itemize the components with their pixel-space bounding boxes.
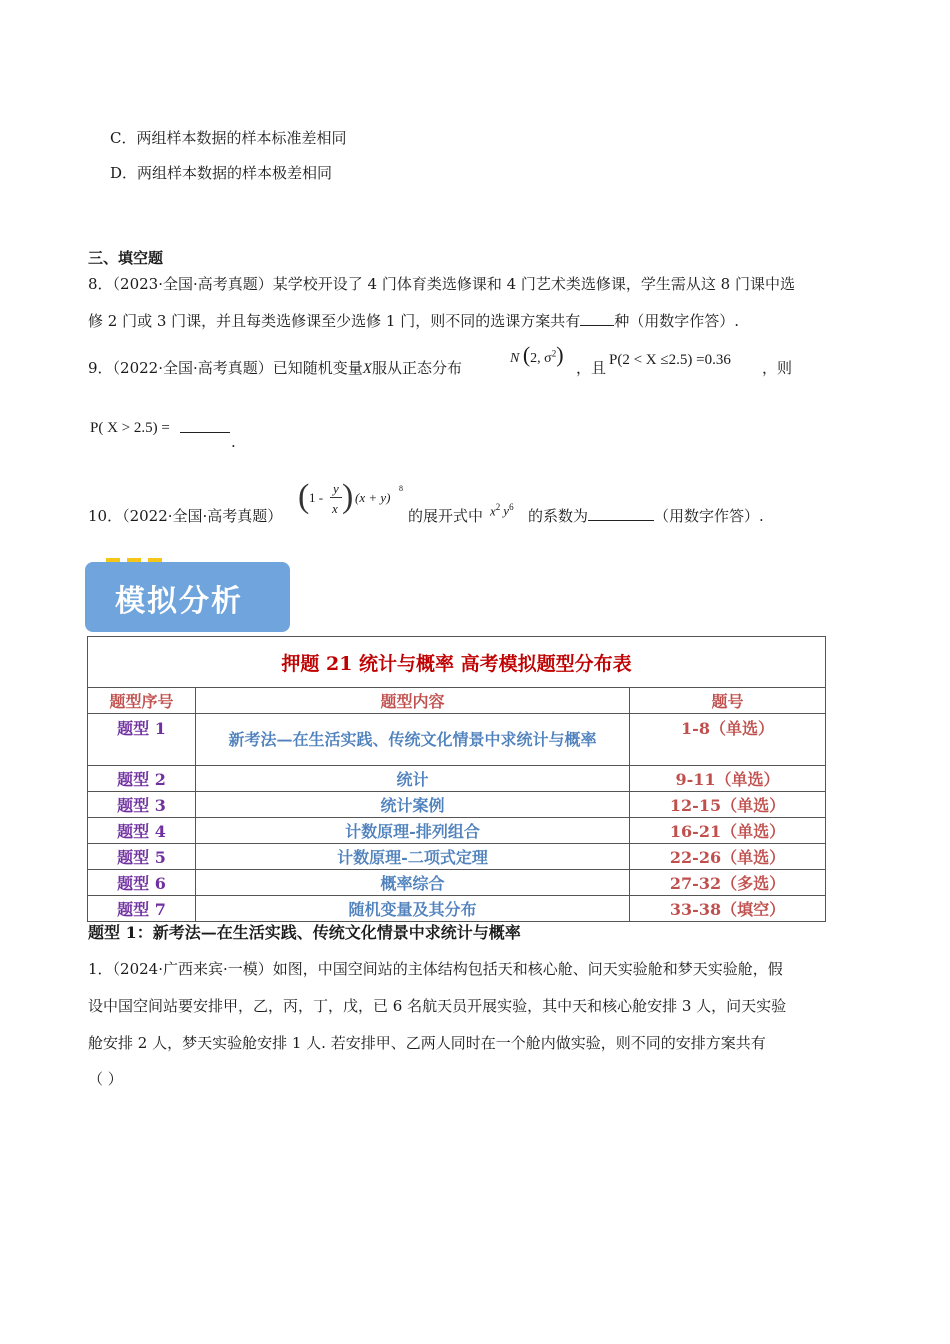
variable-x: X (362, 361, 372, 377)
dist-sup: 2 (551, 348, 557, 359)
question-1-line2: 设中国空间站要安排甲，乙，丙，丁，戊，已 6 名航天员开展实验，其中天和核心舱安排 3 人，问天实验 (88, 997, 787, 1015)
row-type: 题型 3 (88, 792, 196, 818)
option-d: D．两组样本数据的样本极差相同 (110, 164, 333, 182)
row-content: 随机变量及其分布 (196, 896, 630, 922)
question-9-ask: P( X > 2.5) = (90, 420, 170, 436)
row-content: 统计 (196, 766, 630, 792)
row-type: 题型 2 (88, 766, 196, 792)
row-type: 题型 4 (88, 818, 196, 844)
term-y: y (503, 503, 510, 519)
row-content: 计数原理-排列组合 (196, 818, 630, 844)
option-c: C．两组样本数据的样本标准差相同 (110, 129, 347, 147)
row-num: 12-15（单选） (630, 792, 826, 818)
binomial-expression: ( 1 - y x ) (x + y) 8 (298, 478, 403, 516)
row-num: 9-11（单选） (630, 766, 826, 792)
fraction-denominator: x (332, 501, 338, 516)
question-1-line4: （ ） (88, 1070, 123, 1088)
answer-blank (588, 506, 654, 521)
table-title: 押题 21 统计与概率 高考模拟题型分布表 (88, 637, 826, 688)
question-10-end: （用数字作答）. (654, 507, 764, 525)
banner (85, 562, 290, 632)
fraction-numerator: y (333, 481, 339, 496)
question-9-prefix: 9．（2022·全国·高考真题）已知随机变量 (88, 359, 363, 377)
dist-n: N (510, 351, 520, 366)
question-9-line1 (88, 358, 462, 379)
question-8-text-end: 种（用数字作答）. (614, 312, 740, 330)
question-8-text: 修 2 门或 3 门课，并且每类选修课至少选修 1 门，则不同的选课方案共有 (88, 312, 581, 330)
question-9-mid: 服从正态分布 (371, 359, 462, 377)
table-header-content: 题型内容 (196, 688, 630, 714)
table-header-num: 题号 (630, 688, 826, 714)
question-10-prefix: 10．（2022·全国·高考真题） (88, 507, 283, 525)
answer-blank (180, 432, 230, 433)
fraction-bar (330, 497, 342, 498)
row-num: 22-26（单选） (630, 844, 826, 870)
row-type: 题型 6 (88, 870, 196, 896)
row-content: 概率综合 (196, 870, 630, 896)
table-row (88, 792, 826, 818)
normal-distribution: N (2, $\sigma^2$) (510, 342, 564, 367)
row-content: 计数原理-二项式定理 (196, 844, 630, 870)
type1-heading: 题型 1：新考法—在生活实践、传统文化情景中求统计与概率 (88, 923, 521, 942)
one-minus: 1 - (309, 490, 324, 505)
table-header-type: 题型序号 (88, 688, 196, 714)
question-9-and: ，且 (576, 359, 607, 377)
table-row (88, 844, 826, 870)
question-8-line1: 8．（2023·全国·高考真题）某学校开设了 4 门体育类选修课和 4 门艺术类选修课，学生需从这 8 门课中选 (88, 275, 795, 293)
term-x2y6 (490, 502, 514, 519)
answer-blank (580, 311, 614, 326)
row-type: 题型 1 (88, 714, 196, 766)
distribution-table (87, 636, 826, 922)
dist-args: 2, σ (530, 351, 552, 366)
question-10-mid: 的展开式中 (408, 507, 484, 525)
question-8-line2 (88, 311, 739, 331)
row-num: 27-32（多选） (630, 870, 826, 896)
section-heading: 三、填空题 (88, 249, 164, 267)
binomial: (x + y) (355, 490, 391, 505)
row-content: 新考法—在生活实践、传统文化情景中求统计与概率 (196, 714, 630, 766)
row-num: 1-8（单选） (630, 714, 826, 766)
table-row (88, 896, 826, 922)
row-type: 题型 5 (88, 844, 196, 870)
row-num: 33-38（填空） (630, 896, 826, 922)
table-row (88, 714, 826, 766)
question-9-end: . (231, 433, 236, 451)
term-y-pow: 6 (509, 502, 514, 512)
question-10-after (528, 506, 764, 526)
term-x-pow: 2 (495, 502, 501, 512)
question-1-line1: 1．（2024·广西来宾·一模）如图，中国空间站的主体结构包括天和核心舱、问天实验舱和梦天实验舱，假 (88, 960, 783, 978)
row-type: 题型 7 (88, 896, 196, 922)
term-x: x (490, 503, 496, 519)
row-num: 16-21（单选） (630, 818, 826, 844)
banner-label: 模拟分析 (115, 584, 243, 619)
question-9-then: ，则 (762, 359, 793, 377)
table-row (88, 818, 826, 844)
question-9-prob: P(2 < X ≤2.5) =0.36 (609, 352, 731, 368)
table-row (88, 766, 826, 792)
question-10-after-text: 的系数为 (528, 507, 589, 525)
question-1-line3: 舱安排 2 人，梦天实验舱安排 1 人. 若安排甲、乙两人同时在一个舱内做实验，则不同的安排方案共有 (88, 1034, 766, 1052)
table-row (88, 870, 826, 896)
binomial-power: 8 (399, 484, 403, 493)
row-content: 统计案例 (196, 792, 630, 818)
